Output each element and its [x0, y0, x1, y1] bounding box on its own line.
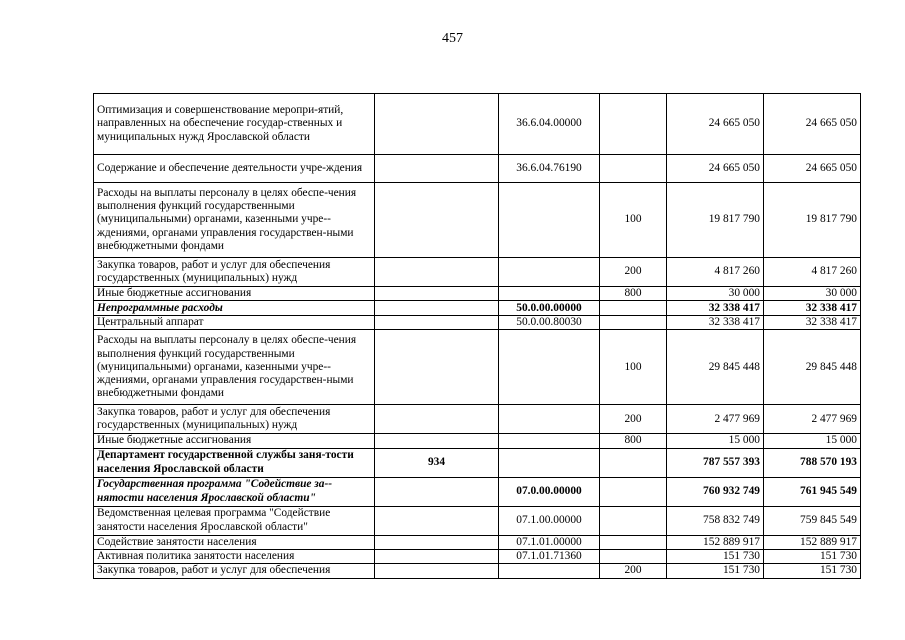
row-name-cell: Закупка товаров, работ и услуг для обеспечения [94, 564, 375, 579]
row-code-cell [375, 434, 499, 448]
row-sum-2023-cell: 4 817 260 [667, 258, 764, 287]
row-code-cell [375, 94, 499, 155]
table-row [94, 549, 861, 563]
budget-table-body [94, 94, 861, 579]
table-row [94, 448, 861, 477]
row-sum-2024-cell: 24 665 050 [764, 155, 861, 183]
row-sum-2023-cell: 2 477 969 [667, 405, 764, 434]
row-sum-2024-cell: 152 889 917 [764, 535, 861, 549]
row-name-cell: Расходы на выплаты персоналу в целях обеспе-чения выполнения функций государственными (муниципальными) органами, казенными учре-ждениями, органами управления государствен-ными внебюджетными фондами [94, 183, 375, 258]
row-name-cell: Содержание и обеспечение деятельности учре-ждения [94, 155, 375, 183]
row-vr-cell: 100 [600, 183, 667, 258]
row-csr-cell: 36.6.04.76190 [499, 155, 600, 183]
row-sum-2023-cell: 152 889 917 [667, 535, 764, 549]
row-vr-cell [600, 301, 667, 316]
row-sum-2024-cell: 32 338 417 [764, 301, 861, 316]
row-sum-2023-cell: 787 557 393 [667, 448, 764, 477]
row-code-cell [375, 258, 499, 287]
table-row [94, 405, 861, 434]
row-name-cell: Иные бюджетные ассигнования [94, 287, 375, 301]
row-name-cell: Активная политика занятости населения [94, 549, 375, 563]
row-sum-2023-cell: 32 338 417 [667, 301, 764, 316]
row-vr-cell [600, 155, 667, 183]
row-sum-2024-cell: 151 730 [764, 564, 861, 579]
row-sum-2024-cell: 2 477 969 [764, 405, 861, 434]
row-sum-2024-cell: 32 338 417 [764, 316, 861, 330]
row-name-cell: Закупка товаров, работ и услуг для обеспечения государственных (муниципальных) нужд [94, 258, 375, 287]
row-csr-cell [499, 564, 600, 579]
row-sum-2024-cell: 151 730 [764, 549, 861, 563]
row-code-cell [375, 301, 499, 316]
row-sum-2024-cell: 30 000 [764, 287, 861, 301]
row-vr-cell [600, 94, 667, 155]
budget-table [93, 93, 861, 579]
row-name-cell: Государственная программа "Содействие за-нятости населения Ярославской области" [94, 477, 375, 506]
table-row [94, 535, 861, 549]
row-sum-2024-cell: 19 817 790 [764, 183, 861, 258]
row-code-cell [375, 549, 499, 563]
row-sum-2023-cell: 151 730 [667, 549, 764, 563]
row-csr-cell [499, 287, 600, 301]
row-vr-cell [600, 549, 667, 563]
row-csr-cell: 07.0.00.00000 [499, 477, 600, 506]
row-vr-cell [600, 477, 667, 506]
row-code-cell: 934 [375, 448, 499, 477]
table-row [94, 258, 861, 287]
row-sum-2024-cell: 24 665 050 [764, 94, 861, 155]
row-csr-cell: 36.6.04.00000 [499, 94, 600, 155]
row-name-cell: Департамент государственной службы заня-тости населения Ярославской области [94, 448, 375, 477]
row-sum-2024-cell: 761 945 549 [764, 477, 861, 506]
row-code-cell [375, 405, 499, 434]
row-name-cell: Центральный аппарат [94, 316, 375, 330]
row-code-cell [375, 183, 499, 258]
row-vr-cell: 200 [600, 564, 667, 579]
row-vr-cell [600, 506, 667, 535]
row-sum-2023-cell: 760 932 749 [667, 477, 764, 506]
table-row [94, 94, 861, 155]
row-sum-2023-cell: 758 832 749 [667, 506, 764, 535]
row-sum-2024-cell: 759 845 549 [764, 506, 861, 535]
row-csr-cell: 07.1.00.00000 [499, 506, 600, 535]
row-sum-2023-cell: 15 000 [667, 434, 764, 448]
row-vr-cell [600, 535, 667, 549]
row-csr-cell: 50.0.00.00000 [499, 301, 600, 316]
row-csr-cell: 07.1.01.00000 [499, 535, 600, 549]
table-row [94, 287, 861, 301]
row-code-cell [375, 330, 499, 405]
table-row [94, 155, 861, 183]
row-code-cell [375, 287, 499, 301]
row-sum-2023-cell: 32 338 417 [667, 316, 764, 330]
row-sum-2024-cell: 788 570 193 [764, 448, 861, 477]
row-csr-cell [499, 330, 600, 405]
row-name-cell: Оптимизация и совершенствование меропри-ятий, направленных на обеспечение государ-ственных и муниципальных нужд Ярославской области [94, 94, 375, 155]
row-vr-cell: 800 [600, 287, 667, 301]
row-csr-cell [499, 183, 600, 258]
row-name-cell: Закупка товаров, работ и услуг для обеспечения государственных (муниципальных) нужд [94, 405, 375, 434]
row-csr-cell: 50.0.00.80030 [499, 316, 600, 330]
row-sum-2023-cell: 30 000 [667, 287, 764, 301]
table-row [94, 434, 861, 448]
row-sum-2023-cell: 151 730 [667, 564, 764, 579]
row-code-cell [375, 477, 499, 506]
row-csr-cell [499, 258, 600, 287]
row-sum-2024-cell: 29 845 448 [764, 330, 861, 405]
row-sum-2023-cell: 29 845 448 [667, 330, 764, 405]
row-name-cell: Непрограммные расходы [94, 301, 375, 316]
row-sum-2023-cell: 19 817 790 [667, 183, 764, 258]
table-row [94, 301, 861, 316]
row-vr-cell: 800 [600, 434, 667, 448]
row-csr-cell [499, 448, 600, 477]
row-vr-cell: 100 [600, 330, 667, 405]
row-code-cell [375, 155, 499, 183]
row-code-cell [375, 564, 499, 579]
table-row [94, 564, 861, 579]
row-sum-2023-cell: 24 665 050 [667, 155, 764, 183]
row-csr-cell [499, 434, 600, 448]
row-vr-cell: 200 [600, 258, 667, 287]
row-code-cell [375, 506, 499, 535]
row-name-cell: Иные бюджетные ассигнования [94, 434, 375, 448]
page-number: 457 [442, 31, 463, 46]
row-vr-cell [600, 316, 667, 330]
row-name-cell: Ведомственная целевая программа "Содействие занятости населения Ярославской области" [94, 506, 375, 535]
table-row [94, 330, 861, 405]
row-sum-2024-cell: 15 000 [764, 434, 861, 448]
row-vr-cell [600, 448, 667, 477]
row-csr-cell: 07.1.01.71360 [499, 549, 600, 563]
row-name-cell: Содействие занятости населения [94, 535, 375, 549]
row-code-cell [375, 535, 499, 549]
row-sum-2023-cell: 24 665 050 [667, 94, 764, 155]
row-csr-cell [499, 405, 600, 434]
table-row [94, 477, 861, 506]
row-name-cell: Расходы на выплаты персоналу в целях обеспе-чения выполнения функций государственными (муниципальными) органами, казенными учре-ждениями, органами управления государствен-ными внебюджетными фондами [94, 330, 375, 405]
row-sum-2024-cell: 4 817 260 [764, 258, 861, 287]
table-row [94, 506, 861, 535]
table-row [94, 183, 861, 258]
row-vr-cell: 200 [600, 405, 667, 434]
table-row [94, 316, 861, 330]
row-code-cell [375, 316, 499, 330]
